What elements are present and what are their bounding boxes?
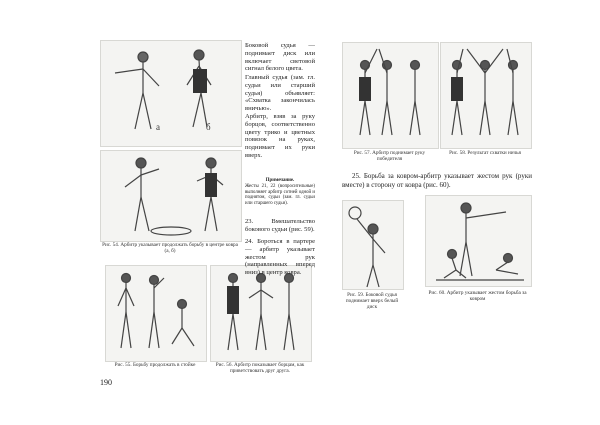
column2-paragraph: 25. Борьба за ковром-арбитр указывает жестом рук (руки вместе) в сторону от ковра (рис. 60). <box>342 172 532 189</box>
figure-54 <box>100 40 242 147</box>
figure-57 <box>342 42 439 149</box>
figure-58 <box>440 42 532 149</box>
caption-fig57: Рис. 57. Арбитр поднимает руку победителя <box>353 150 426 162</box>
caption-fig56: Рис. 56. Арбитр показывает борцам, как приветствовать друг друга. <box>215 362 305 374</box>
column1-paragraph-1: Боковой судья — поднимает диск или включает световой сигнал белого цвета. <box>245 42 315 73</box>
note-text: Жесты 21, 22 (вопросительные) выполняет арбитр сотней одной и поднятом, судьи (зам. гл. судьи или старшего судьи). <box>245 184 315 206</box>
caption-fig55: Рис. 55. Борьбу продолжать в стойке <box>114 362 196 368</box>
caption-fig59: Рис. 59. Боковой судья поднимает вверх белый диск <box>345 292 399 310</box>
figure-label-a: а <box>156 122 160 132</box>
caption-fig60: Рис. 60. Арбитр указывает жестом борьба за ковром <box>428 290 527 302</box>
figure-label-b: б <box>206 122 211 132</box>
column1-paragraph-4: 23. Вмешательство бокового судьи (рис. 59). <box>245 218 315 233</box>
page-number: 190 <box>100 378 112 387</box>
caption-fig58: Рис. 58. Результат схватки ничья <box>449 150 521 156</box>
figure-56 <box>210 265 312 362</box>
column1-paragraph-5: 24. Бороться в партере — арбитр указывает жестом рук (направленных вперед вниз) в центр ковра. <box>245 238 315 277</box>
figure-59 <box>342 200 404 290</box>
caption-fig54: Рис. 54. Арбитр указывает продолжать борьбу в центре ковра (а, б) <box>102 242 238 254</box>
column1-paragraph-3: Арбитр, взяв за руку борцов, соответственно цвету трико и цветных повязок на руках, поднимает их руки вверх. <box>245 113 315 159</box>
figure-54b <box>100 150 242 242</box>
figure-60 <box>425 195 532 287</box>
column1-paragraph-2: Главный судья (зам. гл. судьи или старший судья) объявляет: «Схватка закончилась вничью». <box>245 74 315 113</box>
figure-55 <box>105 265 207 362</box>
note-title: Примечание. <box>265 178 295 183</box>
